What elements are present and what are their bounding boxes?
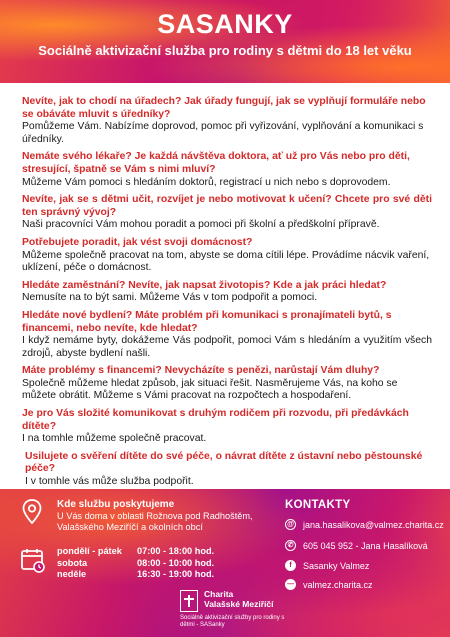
brand-name	[204, 590, 273, 612]
faq-question: Nemáte svého lékaře? Je každá návštěva doktora, ať už pro Vás nebo pro děti, stresující, špatně se Vám s nimi mluví?	[22, 151, 410, 175]
contact-email[interactable]	[285, 519, 444, 530]
faq-item	[22, 408, 432, 446]
faq-answer: Naši pracovníci Vám mohou poradit a pomoci při školní a předškolní přípravě.	[22, 219, 380, 231]
page-subtitle: Sociálně aktivizační služba pro rodiny s dětmi do 18 let věku	[38, 43, 412, 58]
faq-answer: Pomůžeme Vám. Nabízíme doprovod, pomoc při vyřizování, vyplňování a komunikaci s úředníky.	[22, 121, 424, 145]
hours-day: sobota	[57, 557, 88, 568]
contact-phone[interactable]	[285, 540, 428, 551]
faq-item	[22, 237, 432, 275]
hours-row	[57, 569, 214, 581]
page-title: SASANKY	[157, 9, 293, 39]
hours-time: 07:00 - 18:00 hod.	[137, 546, 215, 556]
calendar-icon	[20, 547, 46, 573]
faq-answer: Můžeme společně pracovat na tom, abyste se doma cítili lépe. Provádíme nácvik vaření, uklízení, péče o domácnost.	[22, 249, 430, 274]
faq-question: Hledáte nové bydlení? Máte problém při komunikaci s pronajímateli bytů, s financemi, nebo nevíte, kde hledat?	[22, 309, 392, 334]
hours-row	[57, 546, 214, 558]
faq-answer: I v tomhle vás může služba podpořit.	[25, 476, 194, 488]
hours-time: 16:30 - 19:00 hod.	[137, 569, 215, 579]
faq-answer: I na tomhle můžeme společně pracovat.	[22, 433, 207, 445]
location-text: U Vás doma v oblasti Rožnova pod Radhoštěm, Valašského Meziříčí a okolních obcí	[57, 511, 253, 532]
faq-question: Usilujete o svěření dítěte do své péče, o návrat dítěte z ústavní nebo pěstounské péče?	[25, 450, 423, 475]
email-icon: @	[285, 519, 296, 530]
faq-answer: Společně můžeme hledat způsob, jak situaci řešit. Nasměrujeme Vás, na koho se můžete obrátit. Můžeme s Vámi pracovat na rozpočtech a hospodaření.	[22, 377, 398, 402]
faq-question: Máte problémy s financemi? Nevycházíte s penězi, narůstají Vám dluhy?	[22, 365, 380, 377]
contact-facebook[interactable]	[285, 560, 369, 571]
header-banner	[0, 0, 450, 83]
hours-day: neděle	[57, 569, 87, 579]
faq-item	[22, 194, 432, 232]
contacts-title: KONTAKTY	[285, 499, 351, 511]
location-title: Kde službu poskytujeme	[57, 499, 175, 510]
faq-answer: Můžeme Vám pomoci s hledáním doktorů, registrací u nich nebo s doprovodem.	[22, 176, 391, 188]
faq-item	[22, 280, 432, 305]
faq-question: Nevíte, jak to chodí na úřadech? Jak úřady fungují, jak se vyplňují formuláře nebo se obáváte mluvit s úředníky?	[22, 96, 426, 120]
faq-answer: Nemusíte na to být sami. Můžeme Vás v tom podpořit a pomoci.	[22, 292, 318, 304]
faq-item	[22, 310, 432, 360]
hours-row	[57, 558, 214, 570]
footer-banner	[0, 489, 450, 637]
contact-web[interactable]	[285, 579, 373, 590]
faq-item	[22, 151, 432, 189]
phone-icon: ✆	[285, 540, 296, 551]
contact-phone-text[interactable]: 605 045 952 - Jana Hasalíková	[303, 540, 428, 551]
hours-time: 08:00 - 10:00 hod.	[137, 557, 215, 568]
faq-item	[22, 365, 432, 403]
faq-list	[22, 96, 432, 494]
globe-icon: —	[287, 581, 294, 588]
faq-item	[22, 451, 432, 489]
faq-question: Hledáte zaměstnání? Nevíte, jak napsat životopis? Kde a jak práci hledat?	[22, 279, 387, 291]
hours-day: pondělí - pátek	[57, 546, 122, 556]
location-pin-icon	[22, 499, 42, 525]
faq-answer: I když nemáme byty, dokážeme Vás podpořit, pomoci Vám s hledáním a využitím všech zdrojů, abyste bydlení našli.	[22, 335, 432, 359]
brand-line-1: Charita	[204, 589, 234, 599]
contact-email-text[interactable]: jana.hasalikova@valmez.charita.cz	[303, 519, 444, 530]
facebook-icon: f	[285, 560, 296, 571]
faq-question: Nevíte, jak se s dětmi učit, rozvíjet je nebo motivovat k učení? Chcete pro své děti ten správný vývoj?	[22, 194, 432, 218]
brand-subtitle: Sociálně aktivizační služby pro rodiny s dětmi - SASanky	[180, 615, 285, 628]
faq-question: Je pro Vás složité komunikovat s druhým rodičem při rozvodu, při předávkách dítěte?	[22, 408, 409, 432]
faq-question: Potřebujete poradit, jak vést svoji domácnost?	[22, 236, 253, 248]
charita-cross-logo	[180, 590, 198, 612]
contact-web-text[interactable]: valmez.charita.cz	[303, 579, 373, 590]
charita-brand	[180, 589, 285, 628]
faq-item	[22, 96, 432, 146]
brand-line-2: Valašské Meziříčí	[204, 598, 274, 609]
contact-facebook-text[interactable]: Sasanky Valmez	[303, 560, 370, 571]
opening-hours	[57, 546, 214, 581]
